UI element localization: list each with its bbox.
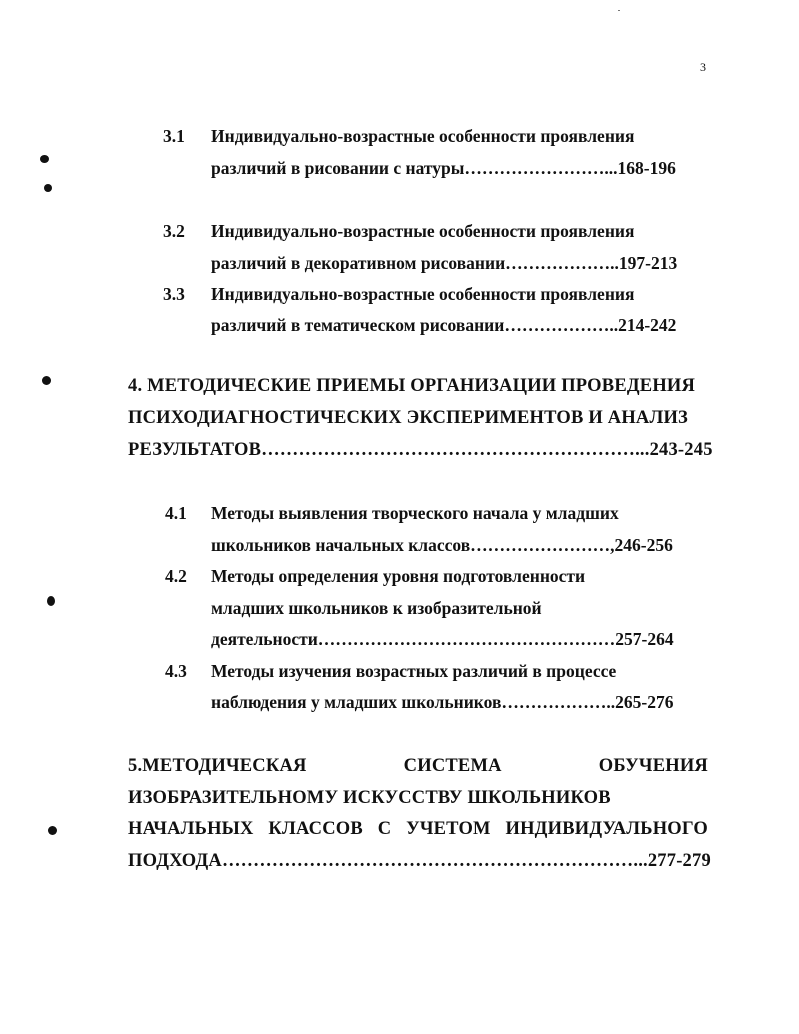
section-number: 3.3 xyxy=(163,284,185,304)
toc-title-line-with-pages: различий в тематическом рисовании………………..214-242 xyxy=(211,315,677,335)
chapter-title-line: 4. МЕТОДИЧЕСКИЕ ПРИЕМЫ ОРГАНИЗАЦИИ ПРОВЕДЕНИЯ xyxy=(128,376,696,396)
toc-title-line-with-pages: различий в рисовании с натуры……………………...168-196 xyxy=(211,158,676,178)
chapter-word: ИНДИВИДУАЛЬНОГО xyxy=(505,819,708,839)
chapter-title-line xyxy=(128,818,708,840)
chapter-word: ОБУЧЕНИЯ xyxy=(598,756,708,776)
chapter-word: КЛАССОВ xyxy=(268,819,363,839)
toc-title-line: младших школьников к изобразительной xyxy=(211,598,542,618)
chapter-word: СИСТЕМА xyxy=(403,756,502,776)
section-number: 3.2 xyxy=(163,221,185,241)
toc-title-line-with-pages: различий в декоративном рисовании………………..197-213 xyxy=(211,253,678,273)
section-number: 4.1 xyxy=(165,503,187,523)
section-number: 4.3 xyxy=(165,661,187,681)
scan-speck xyxy=(44,184,52,192)
chapter-word: НАЧАЛЬНЫХ xyxy=(128,819,254,839)
toc-title-line: Методы выявления творческого начала у младших xyxy=(211,503,619,523)
scan-speck xyxy=(47,596,55,606)
toc-title-line: Методы изучения возрастных различий в процессе xyxy=(211,661,617,681)
page-number: 3 xyxy=(700,60,706,74)
top-speck xyxy=(618,10,620,11)
toc-title-line: Индивидуально-возрастные особенности проявления xyxy=(211,284,635,304)
chapter-title-line-with-pages: ПОДХОДА…………………………………………………………...277-279 xyxy=(128,851,711,871)
chapter-title-line-with-pages: РЕЗУЛЬТАТОВ……………………………………………………...243-245 xyxy=(128,440,713,460)
toc-title-line: Индивидуально-возрастные особенности проявления xyxy=(211,221,635,241)
scan-speck xyxy=(42,376,51,385)
chapter-title-line: ИЗОБРАЗИТЕЛЬНОМУ ИСКУССТВУ ШКОЛЬНИКОВ xyxy=(128,788,611,808)
chapter-title-line xyxy=(128,755,708,777)
toc-title-line-with-pages: школьников начальных классов……………………,246-256 xyxy=(211,535,673,555)
toc-title-line-with-pages: деятельности……………………………………………257-264 xyxy=(211,629,674,649)
chapter-word: С xyxy=(377,819,392,839)
scan-speck xyxy=(48,826,57,835)
chapter-word: УЧЕТОМ xyxy=(406,819,491,839)
toc-title-line-with-pages: наблюдения у младших школьников………………..265-276 xyxy=(211,692,674,712)
chapter-word: 5.МЕТОДИЧЕСКАЯ xyxy=(128,756,307,776)
section-number: 3.1 xyxy=(163,126,185,146)
scan-speck xyxy=(40,155,49,163)
chapter-title-line: ПСИХОДИАГНОСТИЧЕСКИХ ЭКСПЕРИМЕНТОВ И АНАЛИЗ xyxy=(128,408,689,428)
toc-title-line: Индивидуально-возрастные особенности проявления xyxy=(211,126,635,146)
section-number: 4.2 xyxy=(165,566,187,586)
toc-title-line: Методы определения уровня подготовленности xyxy=(211,566,586,586)
